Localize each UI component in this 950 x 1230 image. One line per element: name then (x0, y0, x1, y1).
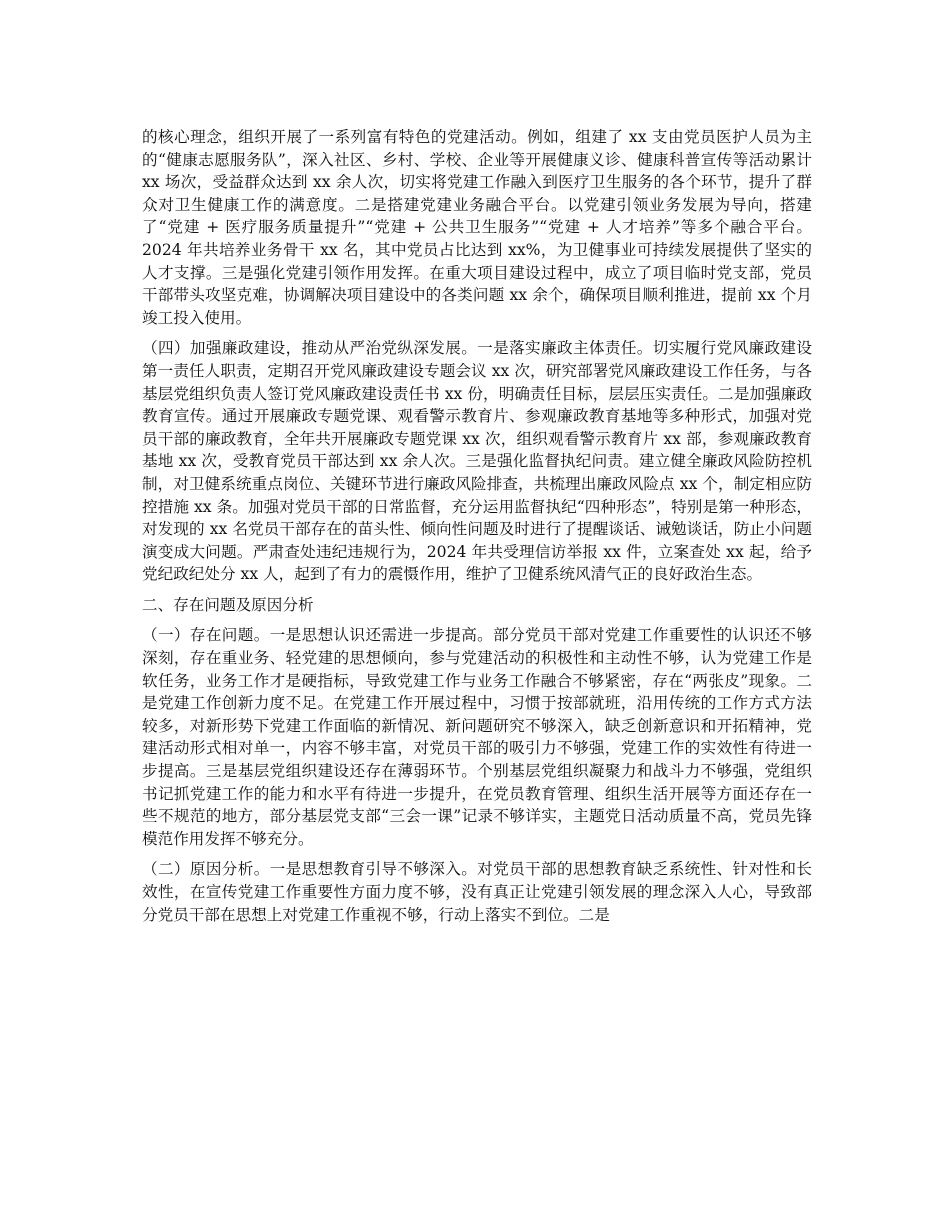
paragraph-cause-analysis: （二）原因分析。一是思想教育引导不够深入。对党员干部的思想教育缺乏系统性、针对性和长效性，在宣传党建工作重要性方面力度不够，没有真正让党建引领发展的理念深入人心，导致部分党员干部在思想上对党建工作重视不够，行动上落实不到位。二是 (142, 860, 812, 924)
paragraph-party-activities: 的核心理念，组织开展了一系列富有特色的党建活动。例如，组建了 xx 支由党员医护人员为主的“健康志愿服务队”，深入社区、乡村、学校、企业等开展健康义诊、健康科普宣传等活动累计 xx 场次，受益群众达到 xx 余人次，切实将党建工作融入到医疗卫生服务的各个环节，提升了群众对卫生健康工作的满意度。二是搭建党建业务融合平台。以党建引领业务发展为导向，搭建了“党建 + 医疗服务质量提升”“党建 + 公共卫生服务”“党建 + 人才培养”等多个融合平台。2024 年共培养业务骨干 xx 名，其中党员占比达到 xx%，为卫健事业可持续发展提供了坚实的人才支撑。三是强化党建引领作用发挥。在重大项目建设过程中，成立了项目临时党支部，党员干部带头攻坚克难，协调解决项目建设中的各类问题 xx 余个，确保项目顺利推进，提前 xx 个月竣工投入使用。 (142, 128, 812, 327)
section-heading: 二、存在问题及原因分析 (142, 595, 314, 614)
document-body (142, 126, 812, 934)
paragraph-existing-problems: （一）存在问题。一是思想认识还需进一步提高。部分党员干部对党建工作重要性的认识还不够深刻，存在重业务、轻党建的思想倾向，参与党建活动的积极性和主动性不够，认为党建工作是软任务，业务工作才是硬指标，导致党建工作与业务工作融合不够紧密，存在“两张皮”现象。二是党建工作创新力度不足。在党建工作开展过程中，习惯于按部就班，沿用传统的工作方式方法较多，对新形势下党建工作面临的新情况、新问题研究不够深入，缺乏创新意识和开拓精神，党建活动形式相对单一，内容不够丰富，对党员干部的吸引力不够强，党建工作的实效性有待进一步提高。三是基层党组织建设还存在薄弱环节。个别基层党组织凝聚力和战斗力不够强，党组织书记抓党建工作的能力和水平有待进一步提升，在党员教育管理、组织生活开展等方面还存在一些不规范的地方，部分基层党支部“三会一课”记录不够详实，主题党日活动质量不高，党员先锋模范作用发挥不够充分。 (142, 626, 812, 848)
paragraph-integrity-building: （四）加强廉政建设，推动从严治党纵深发展。一是落实廉政主体责任。切实履行党风廉政建设第一责任人职责，定期召开党风廉政建设专题会议 xx 次，研究部署党风廉政建设工作任务，与各基层党组织负责人签订党风廉政建设责任书 xx 份，明确责任目标，层层压实责任。二是加强廉政教育宣传。通过开展廉政专题党课、观看警示教育片、参观廉政教育基地等多种形式，加强对党员干部的廉政教育，全年共开展廉政专题党课 xx 次，组织观看警示教育片 xx 部，参观廉政教育基地 xx 次，受教育党员干部达到 xx 余人次。三是强化监督执纪问责。建立健全廉政风险防控机制，对卫健系统重点岗位、关键环节进行廉政风险排查，共梳理出廉政风险点 xx 个，制定相应防控措施 xx 条。加强对党员干部的日常监督，充分运用监督执纪“四种形态”，特别是第一种形态，对发现的 xx 名党员干部存在的苗头性、倾向性问题及时进行了提醒谈话、诫勉谈话，防止小问题演变成大问题。严肃查处违纪违规行为，2024 年共受理信访举报 xx 件，立案查处 xx 起，给予党纪政纪处分 xx 人，起到了有力的震慑作用，维护了卫健系统风清气正的良好政治生态。 (142, 339, 812, 584)
